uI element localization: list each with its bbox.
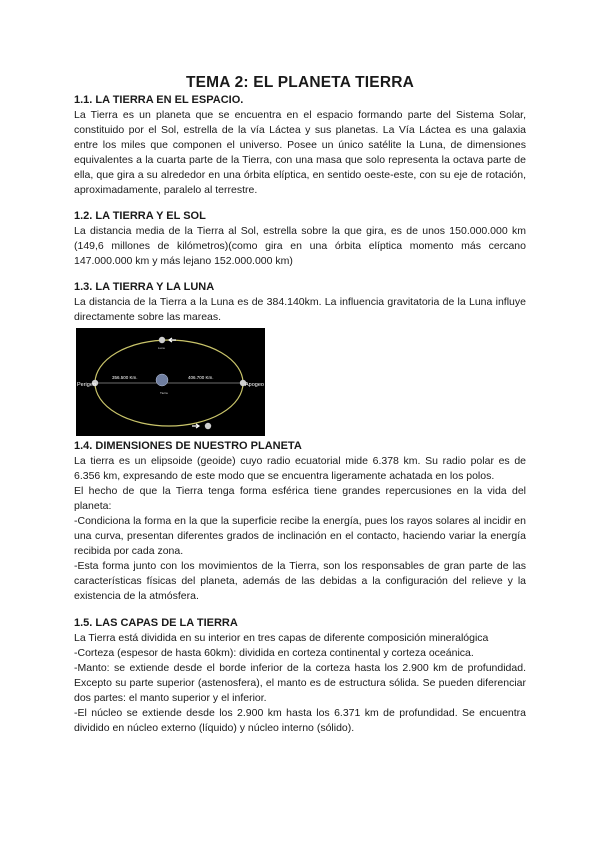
section-heading-capas: 1.5. LAS CAPAS DE LA TIERRA	[74, 617, 238, 629]
earth-icon	[156, 374, 168, 386]
moon-bottom-label: Tierra	[160, 391, 168, 395]
perigee-distance-label: 356.500 Km.	[112, 375, 138, 380]
paragraph-luna: La distancia de la Tierra a la Luna es de 384.140km. La influencia gravitatoria de la Luna influye directamente sobre las mareas.	[74, 296, 526, 323]
paragraph-capas-1: La Tierra está dividida en su interior en tres capas de diferente composición mineralógica	[74, 632, 489, 644]
apogee-label: Apogeo	[245, 382, 264, 388]
perigee-label: Perigeo	[77, 382, 96, 388]
section-heading-luna: 1.3. LA TIERRA Y LA LUNA	[74, 281, 215, 293]
paragraph-dimensiones-1: La tierra es un elipsoide (geoide) cuyo radio ecuatorial mide 6.378 km. Su radio polar es de 6.356 km, expresando de este modo que se encuentra ligeramente achatada en los polos.	[74, 455, 526, 482]
moon-orbit-diagram	[76, 328, 265, 436]
paragraph-capas-2: -Corteza (espesor de hasta 60km): dividida en corteza continental y corteza oceánica.	[74, 647, 474, 659]
paragraph-sol: La distancia media de la Tierra al Sol, estrella sobre la que gira, es de unos 150.000.000 km (149,6 millones de kilómetros)(como gira en una órbita elíptica momento más cercano 147.000.000 km y más lejano 152.000.000 km)	[74, 225, 526, 267]
paragraph-dimensiones-3: -Condiciona la forma en la que la superficie recibe la energía, pues los rayos solares al incidir en una curva, presentan diferentes grados de inclinación en el contacto, haciendo variar la energía recibida por cada zona.	[74, 515, 526, 557]
page-title: TEMA 2: EL PLANETA TIERRA	[185, 74, 415, 91]
paragraph-capas-3: -Manto: se extiende desde el borde inferior de la corteza hasta los 2.900 km de profundidad. Excepto su parte superior (astenosfera), el manto es de estructura sólida. Se pueden diferenciar dos partes: el manto superior y el inferior.	[74, 662, 526, 704]
apogee-distance-label: 406.700 Km.	[188, 375, 214, 380]
moon-orbit-figure	[76, 328, 265, 436]
moon-top-label: Luna	[158, 346, 165, 350]
section-heading-espacio: 1.1. LA TIERRA EN EL ESPACIO.	[74, 94, 244, 106]
paragraph-espacio: La Tierra es un planeta que se encuentra en el espacio formando parte del Sistema Solar, constituido por el Sol, estrella de la vía Láctea y sus planetas. La Vía Láctea es una galaxia entre los miles que componen el universo. Posee un único satélite la Luna, de dimensiones equivalentes a la cuarta parte de la Tierra, con una masa que solo representa la octava parte de ella, que gira a su alrededor en una órbita elíptica, en sentido oeste-este, con su eje de rotación, aproximadamente, paralelo al terrestre.	[74, 109, 526, 196]
figure-background	[76, 328, 265, 436]
paragraph-dimensiones-4: -Esta forma junto con los movimientos de la Tierra, son los responsables de gran parte de las características físicas del planeta, además de las debidas a la configuración del relieve y la existencia de la atmósfera.	[74, 560, 526, 602]
section-heading-sol: 1.2. LA TIERRA Y EL SOL	[74, 210, 206, 222]
paragraph-dimensiones-2: El hecho de que la Tierra tenga forma esférica tiene grandes repercusiones en la vida del planeta:	[74, 485, 526, 512]
moon-top-icon	[159, 337, 165, 343]
section-heading-dimensiones: 1.4. DIMENSIONES DE NUESTRO PLANETA	[74, 440, 302, 452]
paragraph-capas-4: -El núcleo se extiende desde los 2.900 km hasta los 6.371 km de profundidad. Se encuentra dividido en núcleo externo (líquido) y núcleo interno (sólido).	[74, 707, 526, 734]
moon-bottom-icon	[205, 423, 211, 429]
